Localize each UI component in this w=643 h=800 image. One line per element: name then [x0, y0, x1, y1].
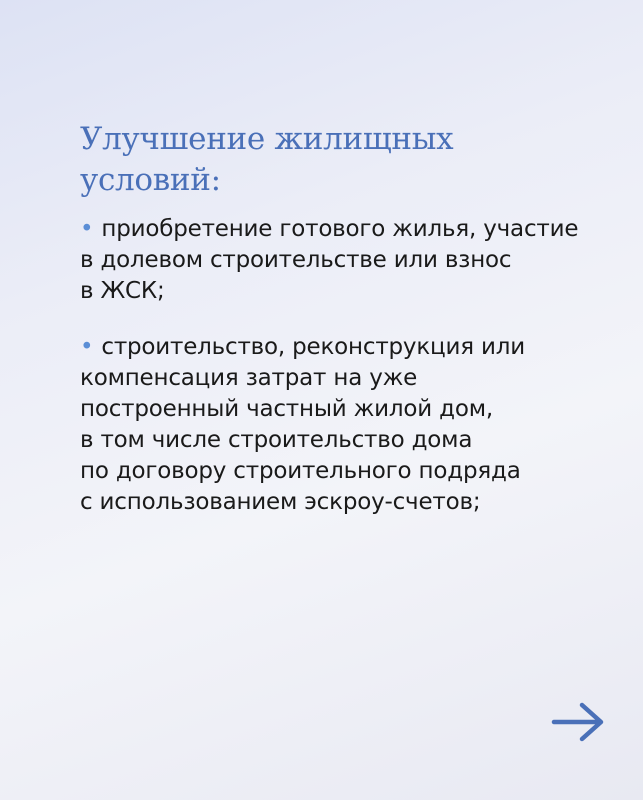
- list-item-line: по договору строительного подряда: [80, 458, 521, 484]
- bullet-list: [80, 214, 620, 518]
- bullet-dot: •: [80, 216, 94, 242]
- list-item-line: в том числе строительство дома: [80, 427, 473, 453]
- list-item-line: с использованием эскроу-счетов;: [80, 489, 481, 515]
- list-item-line: построенный частный жилой дом,: [80, 396, 493, 422]
- list-item-line: компенсация затрат на уже: [80, 365, 418, 391]
- arrow-right-icon[interactable]: [550, 700, 606, 744]
- list-item-line: в долевом строительстве или взнос: [80, 247, 512, 273]
- bullet-dot: •: [80, 334, 94, 360]
- list-item: [80, 214, 620, 307]
- list-item-line: приобретение готового жилья, участие: [101, 216, 579, 242]
- slide-title: Улучшение жилищных условий:: [80, 121, 454, 198]
- list-item-line: строительство, реконструкция или: [101, 334, 525, 360]
- list-item-line: в ЖСК;: [80, 278, 165, 304]
- list-item: [80, 332, 620, 518]
